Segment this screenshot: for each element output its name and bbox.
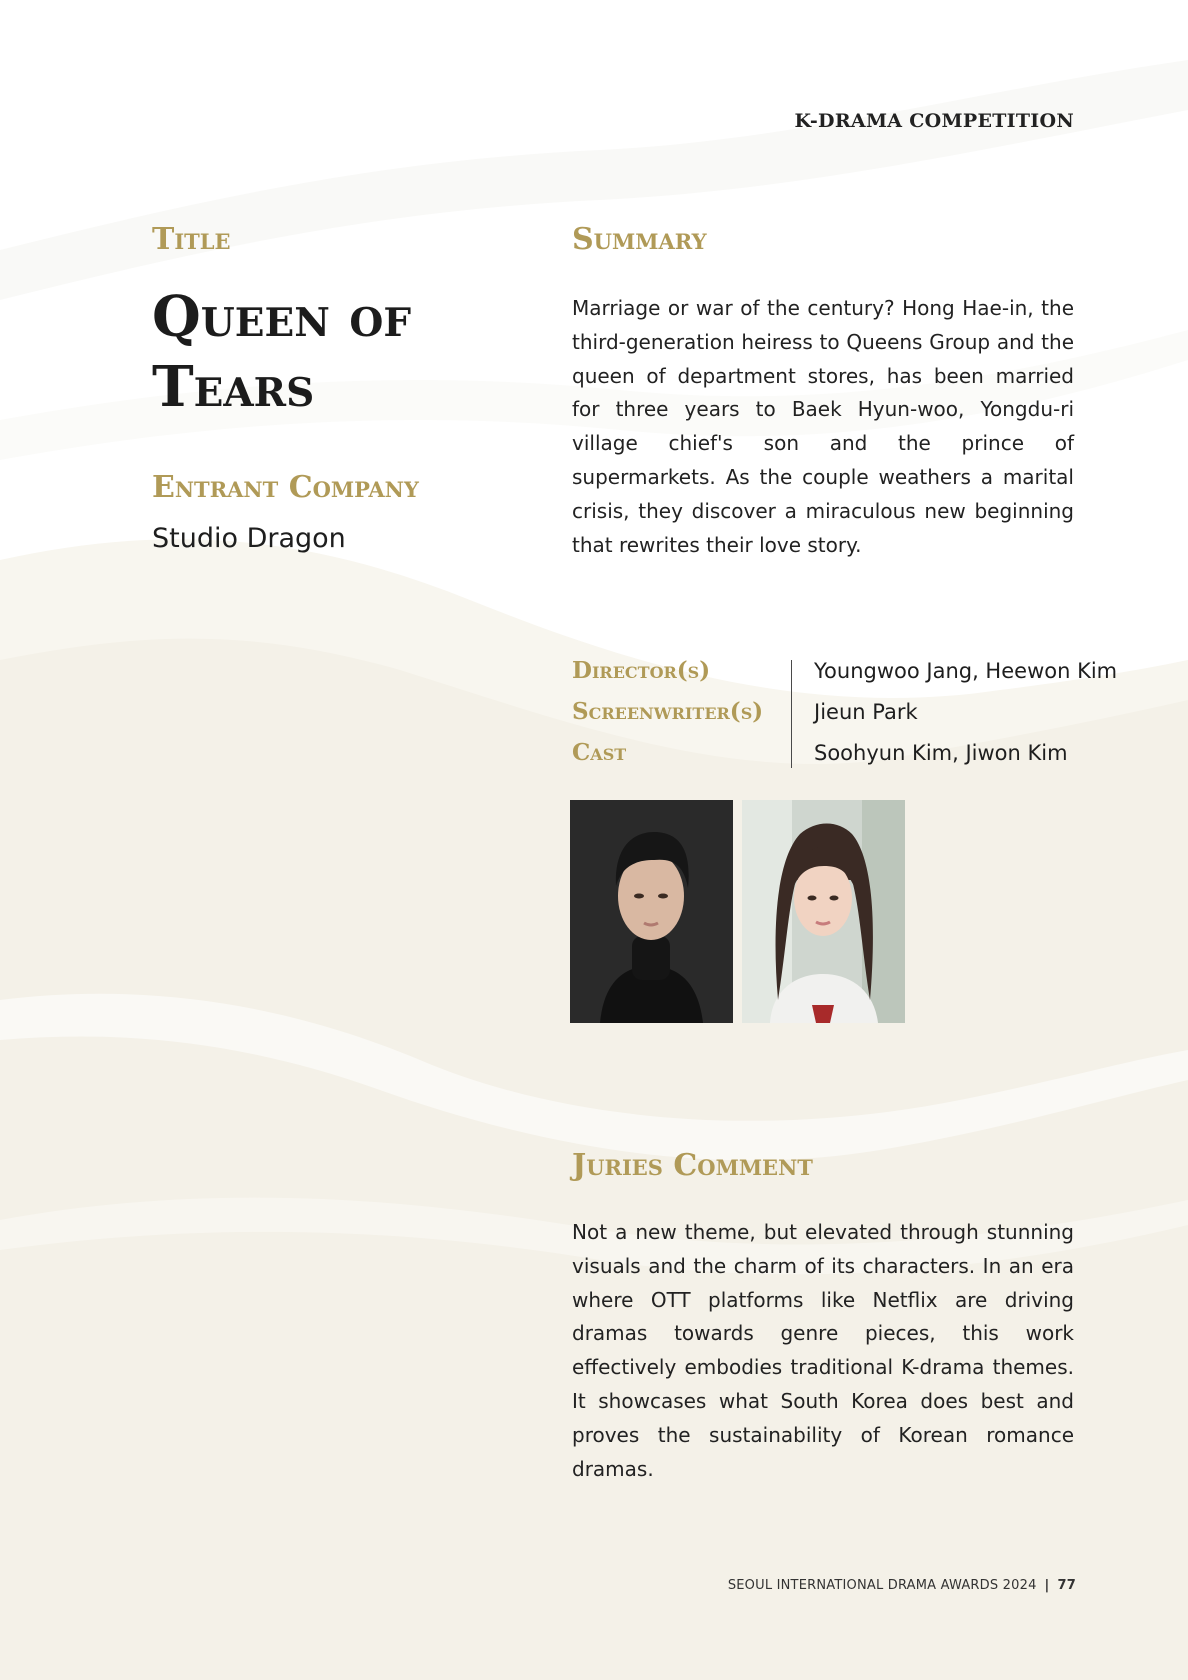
entrant-company-label: Entrant Company bbox=[152, 470, 419, 505]
screenwriter-value: Jieun Park bbox=[814, 700, 918, 724]
cast-value: Soohyun Kim, Jiwon Kim bbox=[814, 741, 1068, 765]
summary-text: Marriage or war of the century? Hong Hae-in, the third-generation heiress to Queens Group and the queen of department stores, has been married for three years to Baek Hyun-woo, Yongdu-ri village chief's son and the prince of supermarkets. As the couple weathers a marital crisis, they discover a miraculous new beginning that rewrites their love story. bbox=[572, 296, 1074, 557]
program-title: Queen of Tears bbox=[152, 284, 412, 420]
footer-separator: | bbox=[1044, 1578, 1050, 1593]
director-value: Youngwoo Jang, Heewon Kim bbox=[814, 659, 1118, 683]
screenwriter-label: Screenwriter(s) bbox=[572, 698, 764, 725]
cast-photo-1 bbox=[570, 800, 733, 1023]
publication-name: SEOUL INTERNATIONAL DRAMA AWARDS 2024 bbox=[727, 1578, 1037, 1593]
credit-values bbox=[814, 655, 1118, 778]
director-label: Director(s) bbox=[572, 657, 711, 684]
title-label: Title bbox=[152, 222, 231, 257]
category-header: K-DRAMA COMPETITION bbox=[794, 110, 1074, 132]
juries-comment-label: Juries Comment bbox=[572, 1148, 813, 1183]
juries-comment-text: Not a new theme, but elevated through stunning visuals and the charm of its characters. In an era where OTT platforms like Netflix are driving dramas towards genre pieces, this work effectively embodies traditional K-drama themes. It showcases what South Korea does best and proves the sustainability of Korean romance dramas. bbox=[572, 1220, 1074, 1481]
credit-divider bbox=[791, 660, 792, 768]
entrant-company-name: Studio Dragon bbox=[152, 523, 346, 554]
page-number: 77 bbox=[1057, 1578, 1076, 1593]
cast-label: Cast bbox=[572, 739, 627, 766]
credit-labels bbox=[572, 655, 790, 778]
cast-photo-2 bbox=[742, 800, 905, 1023]
page-footer bbox=[728, 1578, 1076, 1593]
summary-label: Summary bbox=[572, 222, 707, 257]
